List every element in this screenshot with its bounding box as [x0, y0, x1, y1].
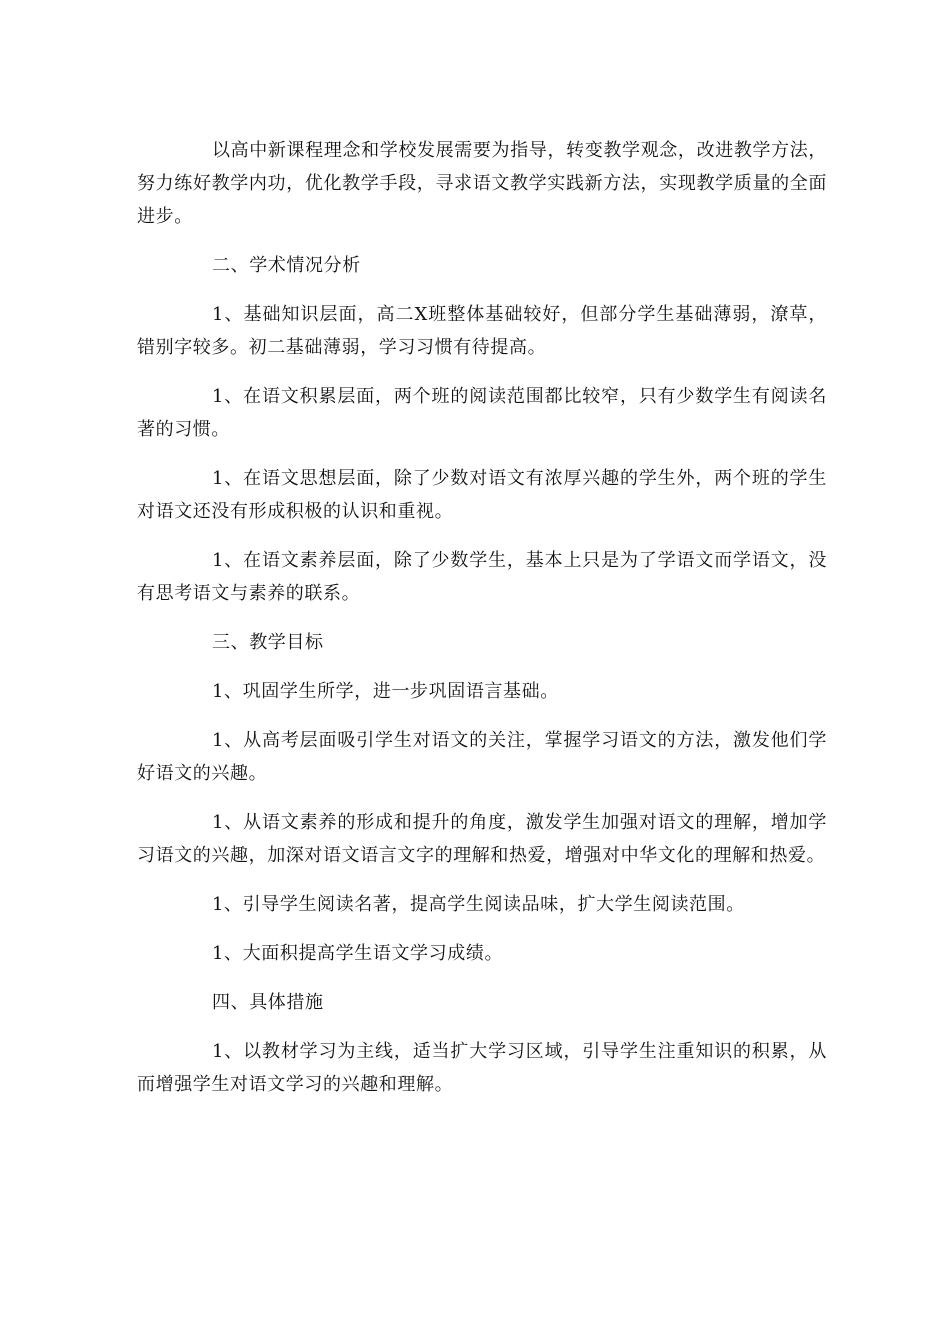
paragraph-goal-exam: 1、从高考层面吸引学生对语文的关注，掌握学习语文的方法，激发他们学好语文的兴趣。 [137, 730, 827, 784]
paragraph-basic-knowledge: 1、基础知识层面，高二X班整体基础较好，但部分学生基础薄弱，潦草，错别字较多。初二基础薄弱，学习习惯有待提高。 [137, 304, 827, 358]
paragraph-goal-literacy: 1、从语文素养的形成和提升的角度，激发学生加强对语文的理解，增加学习语文的兴趣，加深对语文语言文字的理解和热爱，增强对中华文化的理解和热爱。 [137, 812, 827, 866]
paragraph-accumulation: 1、在语文积累层面，两个班的阅读范围都比较窄，只有少数学生有阅读名著的习惯。 [137, 386, 827, 440]
paragraph-goal-consolidate: 1、巩固学生所学，进一步巩固语言基础。 [212, 681, 559, 702]
paragraph-thinking: 1、在语文思想层面，除了少数对语文有浓厚兴趣的学生外，两个班的学生对语文还没有形成积极的认识和重视。 [137, 468, 827, 522]
paragraph-measure-textbook: 1、以教材学习为主线，适当扩大学习区域，引导学生注重知识的积累，从而增强学生对语文学习的兴趣和理解。 [137, 1041, 827, 1095]
paragraph-literacy: 1、在语文素养层面，除了少数学生，基本上只是为了学语文而学语文，没有思考语文与素养的联系。 [137, 550, 827, 604]
section-heading-analysis: 二、学术情况分析 [212, 255, 361, 276]
paragraph-goal-reading: 1、引导学生阅读名著，提高学生阅读品味，扩大学生阅读范围。 [212, 894, 745, 915]
section-heading-goals: 三、教学目标 [212, 632, 324, 653]
document-body [137, 134, 827, 1117]
paragraph-goal-scores: 1、大面积提高学生语文学习成绩。 [212, 943, 504, 964]
section-heading-measures: 四、具体措施 [212, 992, 324, 1013]
paragraph-guiding-principle: 以高中新课程理念和学校发展需要为指导，转变教学观念，改进教学方法，努力练好教学内功，优化教学手段，寻求语文教学实践新方法，实现教学质量的全面进步。 [137, 140, 827, 227]
